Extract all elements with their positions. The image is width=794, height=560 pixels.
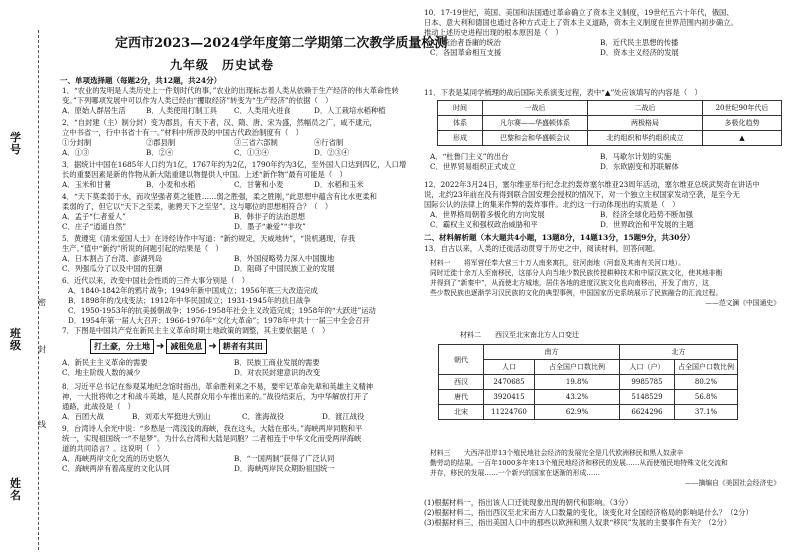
sub-question: (1)根据材料一，指出该人口迁徙现象出现的朝代和影响。（3分） (424, 498, 633, 507)
material-line: 同时迁徙十余万人至南移民，这部分人向当地少数民族传授耕种技术和中原汉族文化，使其地非衡 (430, 269, 723, 277)
q11-option: B．马歇尔计划的实施 (600, 152, 672, 161)
table-cell: 形成 (438, 131, 483, 146)
q2-item: ①分封制 (62, 138, 92, 147)
table-cell: 62.9% (535, 405, 620, 420)
q4-option: D．墨子“兼爱”“非攻” (234, 222, 306, 231)
binding-margin (0, 0, 55, 560)
seal-xian: 线 (38, 420, 46, 429)
q2-line: 2．“自封建（主）制分封）变为郡县，有天下者，汉、隋、唐、宋为盛，然幅员之广，咸不逮元， (62, 118, 377, 127)
q8 (62, 382, 373, 422)
table-cell: ▲ (703, 131, 782, 146)
q2 (62, 118, 377, 158)
q9-option: C．海峡两岸有着高度的文化认同 (62, 464, 170, 473)
table-cell: 3920415 (484, 390, 535, 405)
table-header: 人口 (484, 360, 535, 375)
table-header: 南方 (484, 345, 620, 360)
table-cell: 56.8% (675, 390, 738, 405)
q2-line: 立中书省一，行中书省十有一。”材料中所涉及的中国古代政治制度有（ ） (62, 128, 303, 137)
table-header: 朝代 (439, 345, 484, 375)
table-header: 一战后 (483, 101, 588, 116)
seal-feng: 封 (38, 345, 46, 354)
table-cell: 9985785 (620, 375, 675, 390)
q4-option: B．韩非子的法治思想 (234, 212, 306, 221)
q10-option: A．统治者昏庸的统治 (430, 38, 501, 47)
table-cell: 多极化趋势 (703, 116, 782, 131)
q9-line: 9．台湾诗人余光中说：“乡愁是一湾浅浅的海峡，我在这头，大陆在那头。”海峡两岸同胞和平 (62, 424, 363, 433)
q3 (62, 160, 406, 190)
q5-option: B．外国侵略势力深入中国腹地 (234, 254, 335, 263)
table-cell: 43.2% (535, 390, 620, 405)
q7-option: D．对农民封建意识的改变 (234, 368, 321, 377)
name-label: 姓名 (10, 477, 21, 502)
exam-title: 定西市2023—2024学年度第二学期第二次教学质量检测 (115, 36, 448, 51)
arrow-right-icon: ➜ (208, 340, 217, 352)
q1-option: D．人工栽培水稻种植 (314, 106, 386, 115)
q6-option: B．1898年的戊戌变法；1912年中华民国成立；1931-1945年的抗日战争 (68, 296, 311, 305)
table-cell: 巴黎和会和华盛顿会议 (483, 131, 588, 146)
table-header: 北方 (620, 345, 738, 360)
q7-option: A．新民主主义革命的需要 (62, 358, 148, 367)
student-number-label: 学号 (10, 131, 21, 156)
q8-option: C．淮海战役 (242, 412, 285, 421)
q10-line: 日本、意大利和德国也通过各种方式走上了资本主义道路，资本主义制度在世界范围内初步确立。 (424, 18, 738, 27)
q11-line: 11．下表是某同学梳理的战后国际关系演变过程，表中“▲”处应该填写的内容是（ ） (424, 88, 702, 97)
q1 (62, 86, 399, 116)
q4-option: A．孟子“仁者爱人” (62, 212, 126, 221)
table-header: 20世纪90年代后 (703, 101, 782, 116)
q1-line: 变。”下列哪项发展中可以作为人类已经由“攫取经济”转变为“生产经济”的依据（ ） (62, 96, 333, 105)
table-cell: 体系 (438, 116, 483, 131)
q10-line: 10．17-19世纪，英国、美国和法国通过革命确立了资本主义制度，19世纪五六十年代，俄国、 (424, 8, 734, 17)
q2-item: ③三省六部制 (234, 138, 278, 147)
q1-option: B．人类使用打制工具 (146, 106, 218, 115)
table-cell: 2470685 (484, 375, 535, 390)
q11-option: D．东欧剧变和苏联解体 (600, 162, 679, 171)
q10-line: 推动上述历史进程出现的根本原因是（ ） (424, 28, 563, 37)
table-header: 人口（户） (620, 360, 675, 375)
q12 (424, 180, 760, 230)
q6-option: A．1840-1842年的鸦片战争；1949年新中国成立；1956年底三大改造完成 (68, 286, 318, 295)
table-cell: 11224760 (484, 405, 535, 420)
q2-option: A．①③ (62, 148, 90, 157)
q5 (62, 234, 355, 274)
q7-options (62, 358, 320, 378)
table-row (439, 390, 738, 405)
q11-option: A．“杜鲁门主义”的出台 (430, 152, 509, 161)
flow-step: 减租免息 (166, 339, 206, 354)
q10-option: D．资本主义经济的发展 (600, 48, 679, 57)
q12-option: D．世界政治和平发展的主题 (600, 220, 694, 229)
q7-option: B．民族工商业发展的需要 (234, 358, 320, 367)
q12-option: A．世界格局朝着多极化的方向发展 (430, 210, 545, 219)
q6-option: D．1954年第一届人大召开；1966-1976年“文化大革命”；1978年中共十一届三中全会召开 (68, 316, 370, 325)
table-cell: 两极格局 (588, 116, 703, 131)
table-row (439, 375, 738, 390)
q4-line: 柔弱的了，但它以“天下之至柔，驰骋天下之至坚”。这与哪位的思想相符合？（ ） (62, 202, 333, 211)
q8-line: 神，一大批将帅之才和战斗英雄，是人民群众用小车推出来的。”战役结束后，为中华解放打开了 (62, 392, 369, 401)
q6-line: 6．近代以来，改变中国社会性质的三件大事分别是（ ） (62, 276, 250, 285)
q6-option: C．1950-1953年的抗美援朝战争；1956-1958年社会主义改造完成；1958年的“大跃进”运动 (68, 306, 376, 315)
table-cell: 19.8% (535, 375, 620, 390)
q13-material-2-label: 材料二 西汉至北宋南北方人口变迁 (460, 331, 579, 339)
q9-line: 统一，实现祖国统一“不是梦”。为什么台湾和大陆是同胞？二者相连于中华文化而受两岸海峡 (62, 434, 362, 443)
q13-material-1 (430, 258, 780, 308)
q9-line: 道的共同语言？。这说明（ ） (62, 444, 165, 453)
table-cell: 北约组织和华约组织成立 (588, 131, 703, 146)
flow-step: 耕者有其田 (219, 339, 267, 354)
q2-option: B．②④ (146, 148, 174, 157)
q9-option: D．海峡两岸民众期盼祖国统一 (234, 464, 335, 473)
q6 (62, 276, 376, 326)
table-cell: 37.1% (675, 405, 738, 420)
q12-line: 说，北约23年前在没有得到联合国安理会授权的情况下，对一个独立主权国家发动空袭，是至今无 (424, 190, 740, 199)
q5-line: 5．黄遵宪《清末爱国人士》在诗经诗作中写道：“新约规定，天威地转”，“说机遇现，存我 (62, 234, 356, 243)
q5-option: A．日本割占了台湾、澎湖列岛 (62, 254, 163, 263)
material-line: 材料一 将军营任奉大营三十万人南来寓扎，驻河南地（河套及其南有关河口地）。 (430, 259, 685, 267)
sub-question: (2)根据材料二，指出西汉至北宋南方人口数量的变化，该变化对全国经济格局的影响是什么？（2分） (424, 508, 753, 517)
section-2-heading: 二、材料解析题（本大题共4小题，13题8分，14题13分，15题9分，共30分） (424, 233, 695, 242)
q5-option: C．列强瓜分了以及中国的狂潮 (62, 264, 163, 273)
q12-option: C．霸权主义和强权政治威胁和平 (430, 220, 538, 229)
material-source: ——范文澜《中国通史》 (705, 299, 780, 307)
table-cell: 5148529 (620, 390, 675, 405)
q12-option: B．经济全球化趋势不断加强 (600, 210, 693, 219)
q8-option: B．刘邓大军挺进大别山 (132, 412, 211, 421)
q4-option: C．庄子“逍遥自然” (62, 222, 127, 231)
q9-option: A．海峡两岸文化交流的历史悠久 (62, 454, 170, 463)
table-row (439, 405, 738, 420)
q3-option: A．玉米和甘薯 (62, 180, 112, 189)
q8-line: 通路，此战役是（ ） (62, 402, 135, 411)
q2-item: ②郡县制 (146, 138, 176, 147)
class-label: 班级 (10, 327, 21, 352)
q9 (62, 424, 362, 474)
q4-line: 4．“天下莫柔弱于水，而攻坚强者莫之能胜……弱之胜强，柔之胜刚，”此思想中蕴含有比水更柔和 (62, 192, 377, 201)
table-cell: 80.2% (675, 375, 738, 390)
q7-policy-flow (90, 338, 267, 354)
q3-option: B．小麦和水稻 (146, 180, 196, 189)
exam-subtitle: 九年级 历史试卷 (170, 58, 275, 72)
q5-line: 生产。”值中“新约”所说的问题引起的结果是（ ） (62, 244, 223, 253)
material-line: 并存，移民的发展……一个新兴的国家在逐渐的形成…… (430, 469, 600, 477)
flow-step: 打土豪，分土地 (90, 339, 154, 354)
q11 (424, 88, 702, 98)
q3-option: D．水稻和玉米 (314, 180, 364, 189)
q2-option: D．②③④ (314, 148, 350, 157)
q1-option: A．原始人群居生活 (62, 106, 126, 115)
table-cell: 6624296 (620, 405, 675, 420)
q8-line: 8．习近平总书记在参观某地纪念馆时指出，革命胜利来之不易，要牢记革命先辈和英雄主义精神 (62, 382, 374, 391)
q10-option: C．各国革命相互支援 (430, 48, 502, 57)
q3-line: 长的重要因素是新的作物从新大陆重建以物提供人中国。上述“新作物”最有可能是（ ） (62, 170, 347, 179)
table-cell: 凡尔赛——华盛顿体系 (483, 116, 588, 131)
q3-line: 3．据统计中国在1685年人口约为1亿，1767年约为2亿，1790年约为3亿，至外国人口达到四亿，人口增 (62, 160, 407, 169)
q1-line: 1．“农业的发明是人类历史上一件划时代的事，”农业的出现标志着人类从依赖于生产经济的伟大革命性转 (62, 86, 399, 95)
table-header: 占全国户口数比例 (675, 360, 738, 375)
material-line: 勤劳动的结果。一百年1000多年来13个殖民地经济和移民的发展……从而使殖民地特殊文化交流和 (430, 459, 728, 467)
table-header: 二战后 (588, 101, 703, 116)
material-line: 材料三 大西洋沿岸13个殖民地社会经济的发展完全是几代欧洲移民和黑人奴隶辛 (430, 449, 684, 457)
q4 (62, 192, 377, 232)
material-line: 并得到了“新秦中”，从而使北方城地，居住各地的进度汉族文化也向南移出，开发了南方，这 (430, 279, 709, 287)
q13-intro: 13．自古以来，人类的迁徙活动贯穿于历史之中，阅读材料，回答问题。 (424, 244, 660, 253)
q13-population-table (438, 344, 738, 420)
q8-option: D．渡江战役 (322, 412, 365, 421)
material-line: 些少数民族也逐渐学习汉民族的文化的典型事例，中国国家历史系统展示了民族融合的汇流过程。 (430, 289, 723, 297)
q2-option: C．①③④ (234, 148, 269, 157)
q11-table (437, 100, 782, 146)
q1-option: C．人类用火进食 (234, 106, 291, 115)
table-cell: 西汉 (439, 375, 484, 390)
sub-question: (3)根据材料三，指出美国人口中的那些以欧洲和黑人奴隶“移民”发展的主要事件有关？（2分） (424, 518, 732, 527)
q11-options (430, 152, 679, 172)
q7 (62, 326, 329, 336)
q8-option: A．百团大战 (62, 412, 104, 421)
q5-option: D．阻碍了中国民族工业的发展 (234, 264, 335, 273)
q9-option: B．“一国两制”获得了广泛认同 (234, 454, 335, 463)
arrow-right-icon: ➜ (156, 340, 165, 352)
q12-line: 国际公认的法律上的集来作弊的轰炸事件。北约这一行动体现出的实质是（ ） (424, 200, 680, 209)
table-header: 时间 (438, 101, 483, 116)
q2-item: ④行省制 (314, 138, 344, 147)
q3-option: C．甘薯和小麦 (234, 180, 284, 189)
table-header: 占全国户口数比例 (535, 360, 620, 375)
q7-option: C．地主阶级人数的减少 (62, 368, 141, 377)
seal-mi: 密 (38, 298, 46, 307)
seal-line (38, 30, 39, 550)
q7-line: 7．下图是中国共产党在新民主主义革命时期土地政策的调整，其主要依据是（ ） (62, 326, 330, 335)
q13-material-3 (430, 448, 780, 488)
table-cell: 北宋 (439, 405, 484, 420)
q10 (424, 8, 738, 58)
q13-subquestions (424, 498, 753, 528)
material-source: ——摘编自《美国社会经济史》 (684, 479, 780, 487)
table-cell: 唐代 (439, 390, 484, 405)
section-1-heading: 一、单项选择题（每题2分，共12题，共24分） (60, 76, 222, 85)
q12-line: 12．2022年3月24日，塞尔维亚举行纪念北约轰炸塞尔维亚23周年活动，塞尔维亚总统武契奇在讲话中 (424, 180, 760, 189)
q10-option: B．近代民主思想的传播 (600, 38, 679, 47)
q11-option: C．世界贸易组织正式成立 (430, 162, 516, 171)
